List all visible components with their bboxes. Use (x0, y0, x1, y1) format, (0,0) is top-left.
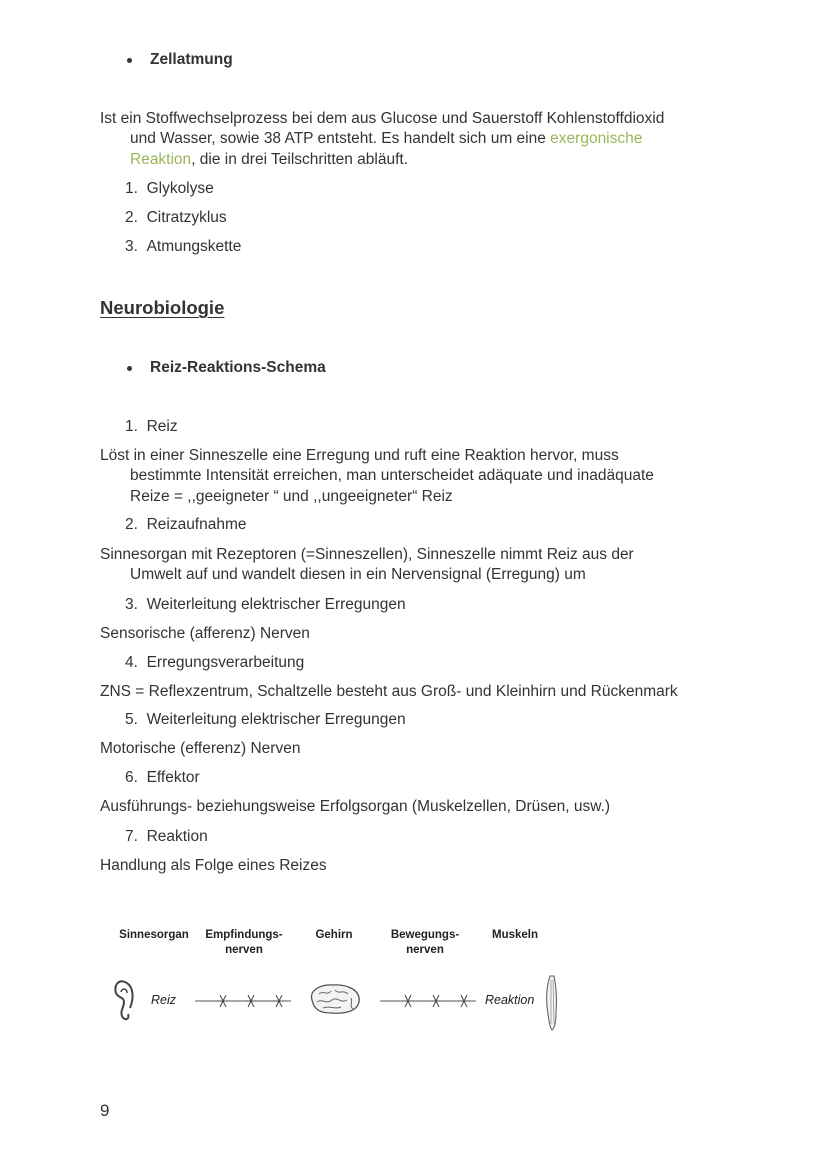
list-number: 5. (125, 711, 138, 728)
diagram-reiz-label: Reiz (151, 993, 177, 1007)
description-line: Sensorische (afferenz) Nerven (100, 625, 310, 642)
list-item (125, 418, 178, 436)
description-line: bestimmte Intensität erreichen, man unterscheidet adäquate und inadäquate (130, 467, 654, 484)
diagram-col-label-line: Bewegungs- (390, 929, 460, 941)
list-item (125, 596, 406, 614)
ear-icon (112, 978, 136, 1024)
list-label: Weiterleitung elektrischer Erregungen (146, 711, 406, 728)
bullet-dot (127, 58, 132, 63)
reflex-arc-diagram (100, 920, 580, 1040)
diagram-col-label-line: nerven (225, 944, 263, 956)
list-item (125, 769, 200, 787)
list-item (125, 828, 208, 846)
list-number: 7. (125, 828, 138, 845)
diagram-col-bewegungsnerven (385, 928, 465, 958)
section-title-zellatmung: Zellatmung (150, 51, 233, 68)
diagram-col-label-line: nerven (406, 944, 444, 956)
description-line: Handlung als Folge eines Reizes (100, 857, 327, 874)
paragraph-line (130, 151, 408, 169)
list-item (125, 516, 247, 534)
description-line: Motorische (efferenz) Nerven (100, 740, 301, 757)
list-item (125, 238, 241, 256)
brain-icon (307, 982, 363, 1016)
diagram-col-sinnesorgan: Sinnesorgan (119, 929, 189, 941)
paragraph-line (130, 130, 642, 148)
description-line: Löst in einer Sinneszelle eine Erregung und ruft eine Reaktion hervor, muss (100, 447, 619, 464)
list-number: 1. (125, 418, 138, 435)
list-label: Reizaufnahme (146, 516, 247, 533)
list-label: Erregungsverarbeitung (146, 654, 305, 671)
list-label: Citratzyklus (146, 209, 227, 226)
diagram-col-gehirn: Gehirn (315, 929, 353, 941)
list-label: Effektor (146, 769, 200, 786)
diagram-col-label-line: Empfindungs- (205, 929, 283, 941)
efferent-nerve-icon (380, 992, 480, 1010)
description-line: ZNS = Reflexzentrum, Schaltzelle besteht aus Groß- und Kleinhirn und Rückenmark (100, 683, 678, 700)
list-number: 2. (125, 209, 138, 226)
paragraph-line: Ist ein Stoffwechselprozess bei dem aus Glucose und Sauerstoff Kohlenstoffdioxid (100, 110, 665, 127)
list-number: 4. (125, 654, 138, 671)
list-number: 3. (125, 238, 138, 255)
description-line: Reize = ,,geeigneter “ und ,,ungeeigneter“ Reiz (130, 488, 453, 505)
afferent-nerve-icon (195, 992, 295, 1010)
paragraph-text: und Wasser, sowie 38 ATP entsteht. Es handelt sich um eine (130, 130, 551, 147)
list-label: Atmungskette (146, 238, 242, 255)
list-number: 1. (125, 180, 138, 197)
page-heading-neurobiologie: Neurobiologie (100, 297, 225, 318)
highlight-term: Reaktion (130, 151, 192, 168)
diagram-reaktion-label: Reaktion (485, 993, 535, 1007)
list-number: 6. (125, 769, 138, 786)
list-label: Weiterleitung elektrischer Erregungen (146, 596, 406, 613)
list-label: Reiz (146, 418, 178, 435)
highlight-term: exergonische (550, 130, 643, 147)
list-item (125, 654, 304, 672)
section-title-reiz-reaktions: Reiz-Reaktions-Schema (150, 359, 326, 376)
description-line: Sinnesorgan mit Rezeptoren (=Sinneszellen), Sinneszelle nimmt Reiz aus der (100, 546, 634, 563)
diagram-col-empfindungsnerven (204, 928, 284, 958)
bullet-dot (127, 366, 132, 371)
muscle-icon (542, 974, 562, 1032)
list-label: Glykolyse (146, 180, 214, 197)
list-number: 2. (125, 516, 138, 533)
paragraph-text: , die in drei Teilschritten abläuft. (191, 151, 409, 168)
list-label: Reaktion (146, 828, 208, 845)
list-item (125, 711, 406, 729)
diagram-col-muskeln: Muskeln (491, 929, 538, 941)
list-item (125, 209, 227, 227)
list-number: 3. (125, 596, 138, 613)
description-line: Umwelt auf und wandelt diesen in ein Nervensignal (Erregung) um (130, 566, 586, 583)
list-item (125, 180, 214, 198)
page-number: 9 (100, 1101, 110, 1120)
description-line: Ausführungs- beziehungsweise Erfolgsorgan (Muskelzellen, Drüsen, usw.) (100, 798, 611, 815)
